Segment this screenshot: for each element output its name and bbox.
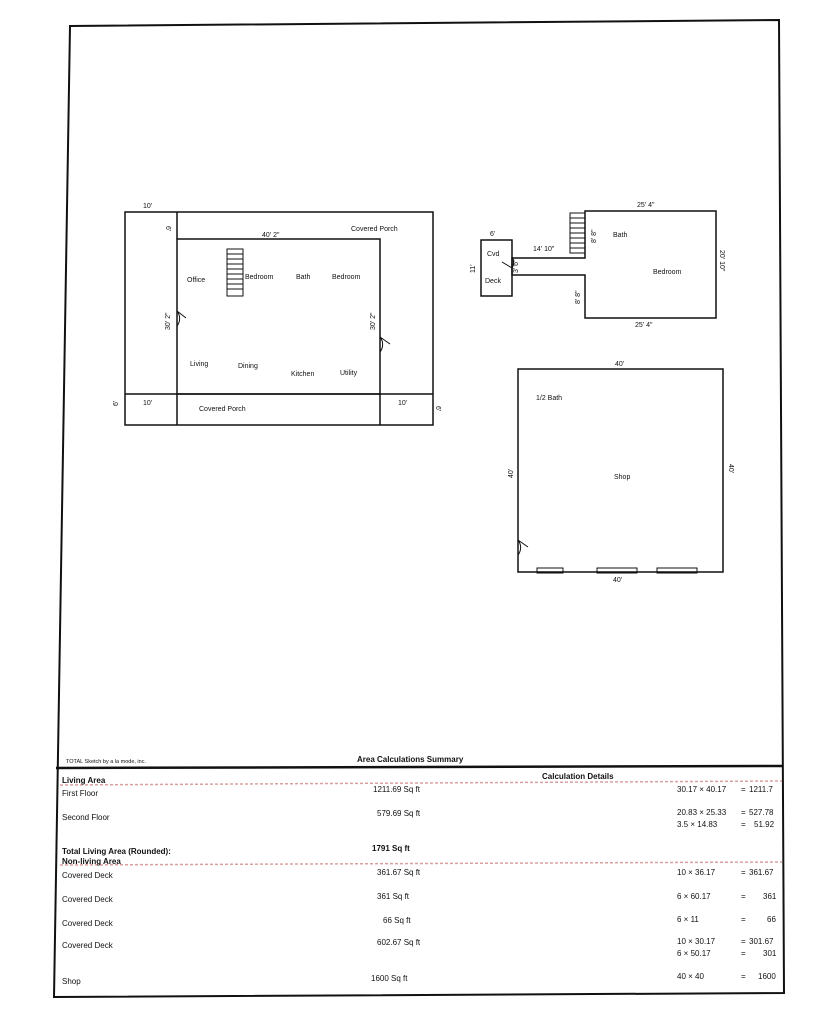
dim-bottom: 40' <box>613 577 623 584</box>
calc-expr: 6 × 60.17 <box>677 892 711 901</box>
calc-eq: = <box>741 820 746 829</box>
dim-bottom-right: 10' <box>398 400 408 407</box>
room-label: Kitchen <box>291 371 315 378</box>
dim-outer-right: 6' <box>434 406 441 412</box>
room-label: 1/2 Bath <box>536 395 563 402</box>
dim-right: 40' <box>727 464 734 474</box>
calc-expr: 6 × 11 <box>677 915 699 924</box>
table-row-area: 1211.69 Sq ft <box>373 785 420 794</box>
calc-expr: 20.83 × 25.33 <box>677 808 727 817</box>
calc-details-header: Calculation Details <box>542 772 614 781</box>
stairs-icon <box>227 249 243 296</box>
dim-bottom: 25' 4" <box>635 322 653 329</box>
door-icon <box>177 311 186 326</box>
room-label: Dining <box>238 363 258 370</box>
table-row-area: 66 Sq ft <box>383 916 411 925</box>
living-area-header: Living Area <box>62 776 106 785</box>
non-living-underline <box>60 862 782 865</box>
room-label: Bedroom <box>332 274 361 281</box>
dim-right: 20' 10" <box>718 250 725 272</box>
calc-expr: 10 × 36.17 <box>677 868 716 877</box>
total-label: Total Living Area (Rounded): <box>62 847 171 856</box>
dim-inner-left: 30' 2" <box>165 312 172 330</box>
calc-expr: 3.5 × 14.83 <box>677 820 718 829</box>
room-label: Bedroom <box>245 274 274 281</box>
dim-inner-right: 30' 2" <box>370 312 377 330</box>
deck-label: Deck <box>485 278 501 285</box>
software-credit: TOTAL Sketch by a la mode, inc. <box>66 759 146 765</box>
deck-label: Cvd <box>487 251 500 258</box>
calc-expr: 40 × 40 <box>677 972 704 981</box>
dim-bridge: 14' 10" <box>533 246 555 253</box>
dim-outer-left: 6' <box>113 400 120 406</box>
non-living-header: Non-living Area <box>62 857 121 866</box>
dim-left-upper: 8' 8" <box>591 229 598 243</box>
table-row-name: Covered Deck <box>62 919 113 928</box>
calc-eq: = <box>741 808 746 817</box>
calc-result: 1211.7 <box>749 785 773 794</box>
calc-result: 301 <box>763 949 777 958</box>
dim-bottom-left: 10' <box>143 400 153 407</box>
dim-left-vertical: 6' <box>164 226 171 232</box>
door-icon <box>380 337 390 352</box>
room-label: Shop <box>614 474 631 481</box>
table-row-name: Covered Deck <box>62 871 113 880</box>
calc-eq: = <box>741 915 746 924</box>
dim-top: 40' <box>615 361 625 368</box>
room-label: Utility <box>340 370 358 377</box>
room-label: Bath <box>613 232 628 239</box>
table-row-area: 1600 Sq ft <box>371 974 408 983</box>
table-row-name: Covered Deck <box>62 895 113 904</box>
room-label: Office <box>187 277 206 284</box>
calc-eq: = <box>741 937 746 946</box>
calc-eq: = <box>741 892 746 901</box>
header-underline <box>60 781 782 785</box>
calc-result: 51.92 <box>754 820 775 829</box>
dim-deck-top: 6' <box>490 231 496 238</box>
room-label: Bath <box>296 274 311 281</box>
table-top-rule <box>56 766 783 768</box>
calc-eq: = <box>741 785 746 794</box>
table-row-area: 602.67 Sq ft <box>377 938 421 947</box>
covered-porch-bottom: Covered Porch <box>199 406 246 413</box>
dim-left: 40' <box>508 468 515 478</box>
stairs-icon <box>570 213 585 253</box>
dim-top-inner: 40' 2" <box>262 232 280 239</box>
table-row-name: Covered Deck <box>62 941 113 950</box>
room-label: Bedroom <box>653 269 682 276</box>
room-label: Living <box>190 361 209 368</box>
covered-porch-top: Covered Porch <box>351 226 398 233</box>
table-row-name: Second Floor <box>62 813 110 822</box>
summary-title: Area Calculations Summary <box>357 755 464 764</box>
calc-result: 66 <box>767 915 776 924</box>
calc-eq: = <box>741 949 746 958</box>
dim-left-lower: 8' 8" <box>575 290 582 304</box>
calc-result: 527.78 <box>749 808 774 817</box>
dim-bridge-v: 3' 6" <box>513 259 520 273</box>
table-row-name: Shop <box>62 977 81 986</box>
calc-result: 301.67 <box>749 937 774 946</box>
calc-expr: 10 × 30.17 <box>677 937 716 946</box>
total-value: 1791 Sq ft <box>372 844 410 853</box>
table-row-area: 361 Sq ft <box>377 892 410 901</box>
dim-top: 25' 4" <box>637 202 655 209</box>
calc-eq: = <box>741 868 746 877</box>
dim-deck-left: 11' <box>470 264 477 273</box>
table-row-name: First Floor <box>62 789 98 798</box>
calc-eq: = <box>741 972 746 981</box>
calc-expr: 30.17 × 40.17 <box>677 785 727 794</box>
table-row-area: 579.69 Sq ft <box>377 809 421 818</box>
table-row-area: 361.67 Sq ft <box>377 868 421 877</box>
calc-result: 361 <box>763 892 777 901</box>
calc-expr: 6 × 50.17 <box>677 949 711 958</box>
dim-top-left: 10' <box>143 203 153 210</box>
calc-result: 361.67 <box>749 868 774 877</box>
calc-result: 1600 <box>758 972 776 981</box>
door-icon <box>518 540 528 555</box>
